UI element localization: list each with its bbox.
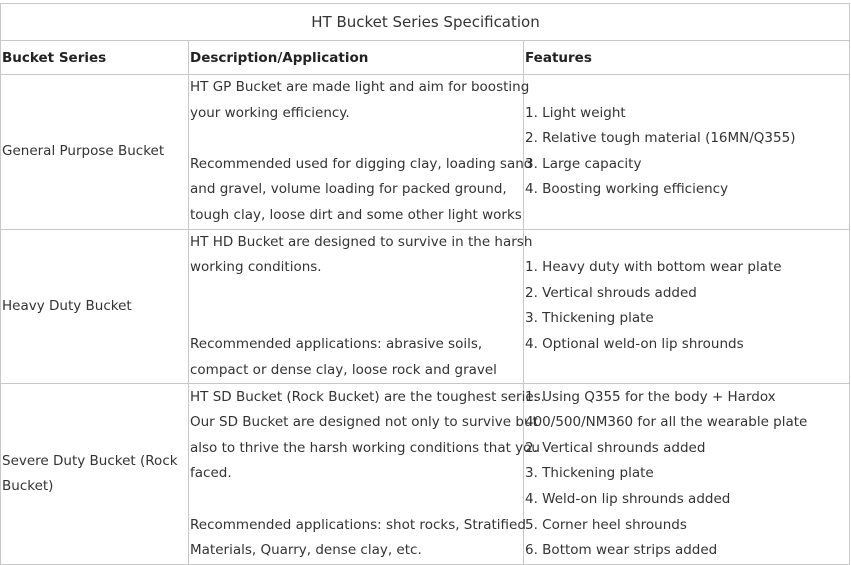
- description-line: your working efficiency.: [190, 104, 350, 121]
- description-line: Our SD Bucket are designed not only to survive but: [190, 414, 538, 431]
- features-cell: [524, 75, 850, 230]
- feature-line: 4. Optional weld-on lip shrounds: [525, 335, 744, 352]
- description-line: [190, 281, 523, 307]
- series-name: Heavy Duty Bucket: [2, 297, 132, 314]
- description-line: Recommended applications: shot rocks, Stratified: [190, 516, 526, 533]
- feature-line: 4. Weld-on lip shrounds added: [525, 490, 731, 507]
- feature-line: [525, 75, 849, 101]
- series-cell: [1, 384, 189, 565]
- feature-line: [525, 203, 849, 229]
- description-cell: [189, 75, 533, 230]
- table-title: HT Bucket Series Specification: [1, 4, 850, 41]
- feature-line: 2. Vertical shrounds added: [525, 439, 706, 456]
- feature-line: 5. Corner heel shrounds: [525, 516, 687, 533]
- header-description: Description/Application: [189, 41, 524, 75]
- series-name-line: Severe Duty Bucket (Rock: [2, 452, 178, 469]
- description-line: [190, 126, 523, 152]
- feature-line: [525, 358, 849, 384]
- feature-line: 1. Heavy duty with bottom wear plate: [525, 259, 782, 276]
- description-line: compact or dense clay, loose rock and gravel: [190, 361, 497, 378]
- features-cell: [524, 384, 850, 565]
- feature-line: 3. Thickening plate: [525, 310, 654, 327]
- description-line: [190, 487, 523, 513]
- description-cell: [189, 384, 545, 565]
- header-features: Features: [524, 41, 850, 75]
- table-row: [1, 384, 850, 565]
- description-line: HT SD Bucket (Rock Bucket) are the toughest series.: [190, 388, 545, 405]
- description-line: Recommended applications: abrasive soils,: [190, 335, 483, 352]
- feature-line: 3. Large capacity: [525, 155, 642, 172]
- description-line: also to thrive the harsh working conditions that you: [190, 439, 540, 456]
- description-line: Materials, Quarry, dense clay, etc.: [190, 542, 422, 559]
- feature-line: 1. Light weight: [525, 104, 626, 121]
- description-line: and gravel, volume loading for packed ground,: [190, 181, 507, 198]
- description-cell: [189, 229, 533, 384]
- feature-line: 400/500/NM360 for all the wearable plate: [525, 414, 808, 431]
- series-cell: [1, 75, 189, 230]
- series-cell: [1, 229, 189, 384]
- feature-line: [525, 230, 849, 256]
- table-row: [1, 229, 850, 384]
- description-line: working conditions.: [190, 259, 322, 276]
- feature-line: 1. Using Q355 for the body + Hardox: [525, 388, 776, 405]
- description-line: HT GP Bucket are made light and aim for boosting: [190, 79, 530, 95]
- description-line: HT HD Bucket are designed to survive in the harsh: [190, 233, 533, 250]
- description-line: tough clay, loose dirt and some other light works: [190, 206, 522, 223]
- series-name: General Purpose Bucket: [2, 142, 165, 159]
- feature-line: 4. Boosting working efficiency: [525, 181, 729, 198]
- table-row: [1, 75, 850, 230]
- feature-line: 3. Thickening plate: [525, 465, 654, 482]
- spec-table: [0, 3, 850, 565]
- features-cell: [524, 229, 850, 384]
- feature-line: 2. Vertical shrouds added: [525, 284, 697, 301]
- series-name-line: Bucket): [2, 478, 54, 495]
- description-line: [190, 306, 523, 332]
- description-line: Recommended used for digging clay, loading sand: [190, 155, 533, 172]
- feature-line: 6. Bottom wear strips added: [525, 542, 718, 559]
- description-line: faced.: [190, 465, 232, 482]
- header-bucket-series: Bucket Series: [1, 41, 189, 75]
- feature-line: 2. Relative tough material (16MN/Q355): [525, 130, 796, 147]
